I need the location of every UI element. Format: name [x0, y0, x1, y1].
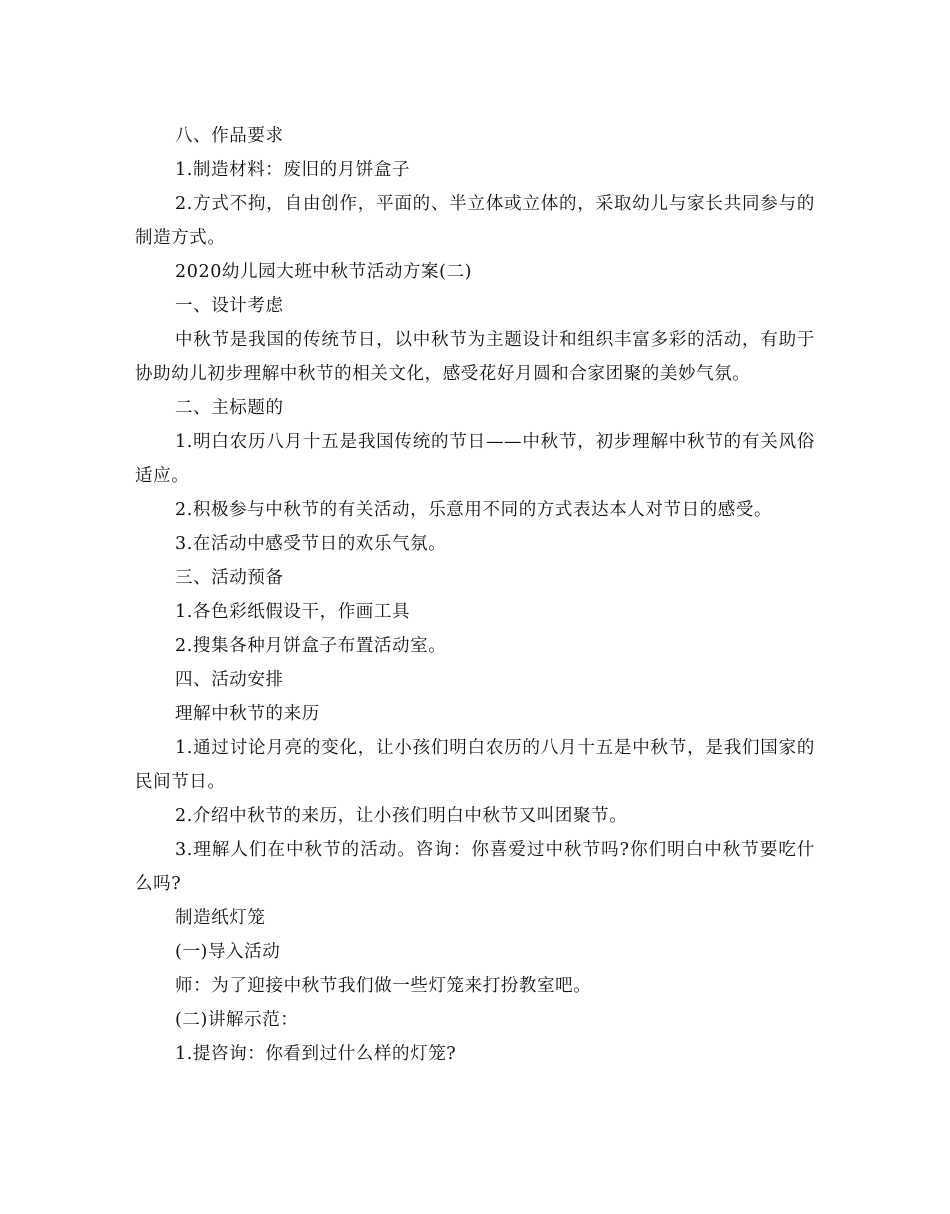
document-subtitle: 2020幼儿园大班中秋节活动方案(二)	[175, 262, 473, 282]
list-item: 1.各色彩纸假设干，作画工具	[175, 602, 411, 622]
list-item: 2.介绍中秋节的来历，让小孩们明白中秋节又叫团聚节。	[175, 806, 628, 826]
subsection-heading: (一)导入活动	[175, 942, 281, 962]
document-body	[135, 119, 815, 1071]
section-heading: 四、活动安排	[175, 670, 284, 690]
section-heading: 二、主标题的	[175, 398, 284, 418]
list-item: 1.明白农历八月十五是我国传统的节日——中秋节，初步理解中秋节的有关风俗适应。	[135, 432, 815, 486]
section-heading: 三、活动预备	[175, 568, 284, 588]
body-paragraph: 师：为了迎接中秋节我们做一些灯笼来打扮教室吧。	[175, 976, 592, 996]
list-item: 3.在活动中感受节日的欢乐气氛。	[175, 534, 447, 554]
subsection-heading: (二)讲解示范：	[175, 1010, 299, 1030]
list-item: 1.提咨询：你看到过什么样的灯笼?	[175, 1044, 457, 1064]
list-item: 2.搜集各种月饼盒子布置活动室。	[175, 636, 447, 656]
subsection-heading: 理解中秋节的来历	[175, 704, 320, 724]
list-item: 1.制造材料：废旧的月饼盒子	[175, 160, 411, 180]
subsection-heading: 制造纸灯笼	[175, 908, 266, 928]
list-item: 2.积极参与中秋节的有关活动，乐意用不同的方式表达本人对节日的感受。	[175, 500, 773, 520]
body-paragraph: 中秋节是我国的传统节日，以中秋节为主题设计和组织丰富多彩的活动，有助于协助幼儿初步理解中秋节的相关文化，感受花好月圆和合家团聚的美妙气氛。	[135, 330, 815, 384]
list-item: 3.理解人们在中秋节的活动。咨询：你喜爱过中秋节吗?你们明白中秋节要吃什么吗?	[135, 840, 815, 894]
list-item: 1.通过讨论月亮的变化，让小孩们明白农历的八月十五是中秋节，是我们国家的民间节日。	[135, 738, 815, 792]
section-heading: 八、作品要求	[175, 126, 284, 146]
section-heading: 一、设计考虑	[175, 296, 284, 316]
list-item: 2.方式不拘，自由创作，平面的、半立体或立体的，采取幼儿与家长共同参与的制造方式。	[135, 194, 815, 248]
